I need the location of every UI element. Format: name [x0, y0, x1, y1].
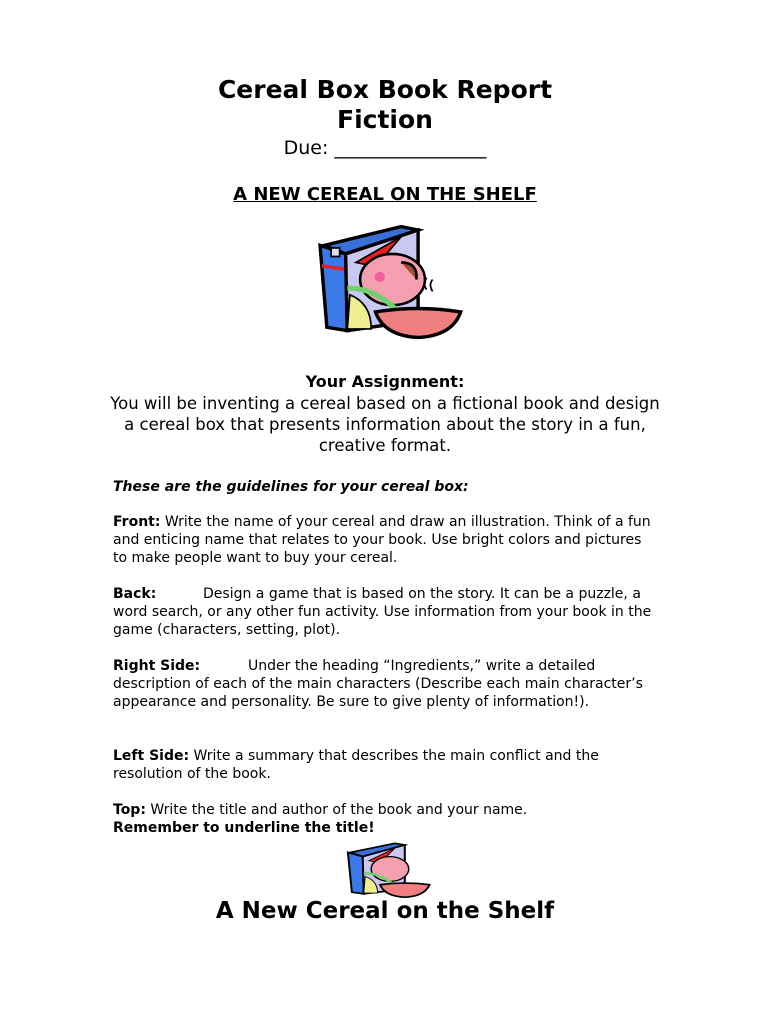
guideline-top	[113, 801, 658, 837]
guideline-label: Front:	[113, 514, 161, 530]
guideline-label: Left Side:	[113, 748, 190, 764]
guidelines-intro: These are the guidelines for your cereal box:	[113, 479, 469, 495]
small-cereal-box-clipart	[338, 840, 432, 898]
guideline-label: Top:	[113, 802, 146, 818]
page-title: Cereal Box Book Report	[217, 75, 553, 104]
due-date-line: Due: ________________	[283, 137, 487, 159]
guideline-text: Design a game that is based on the story. It can be a puzzle, a word search, or any other fun activity. Use information from your book in the game (characters, setting, plot).	[113, 586, 652, 638]
guideline-left-side	[113, 747, 658, 783]
guideline-right-side	[113, 657, 658, 711]
section-heading: A NEW CEREAL ON THE SHELF	[233, 184, 537, 205]
assignment-text: You will be inventing a cereal based on a fictional book and design a cereal box that presents information about the story in a fun, creative format.	[110, 394, 660, 455]
assignment-heading: Your Assignment:	[305, 372, 465, 391]
guideline-front	[113, 513, 658, 567]
cereal-box-clipart	[303, 212, 465, 347]
guideline-label: Right Side:	[113, 658, 201, 674]
guideline-text: Write the name of your cereal and draw an illustration. Think of a fun and enticing name that relates to your book. Use bright colors and pictures to make people want to buy your cereal.	[113, 514, 651, 566]
guideline-text: Under the heading “Ingredients,” write a detailed description of each of the main characters (Describe each main character’s appearance and personality. Be sure to give plenty of information!).	[113, 658, 643, 710]
page-subtitle: Fiction	[337, 105, 433, 134]
guideline-text: Write the title and author of the book and your name.	[150, 802, 528, 818]
footer-heading: A New Cereal on the Shelf	[215, 898, 555, 924]
guideline-back	[113, 585, 658, 639]
guideline-text: Write a summary that describes the main conflict and the resolution of the book.	[113, 748, 599, 782]
reminder-text: Remember to underline the title!	[113, 820, 375, 836]
guideline-label: Back:	[113, 586, 157, 602]
